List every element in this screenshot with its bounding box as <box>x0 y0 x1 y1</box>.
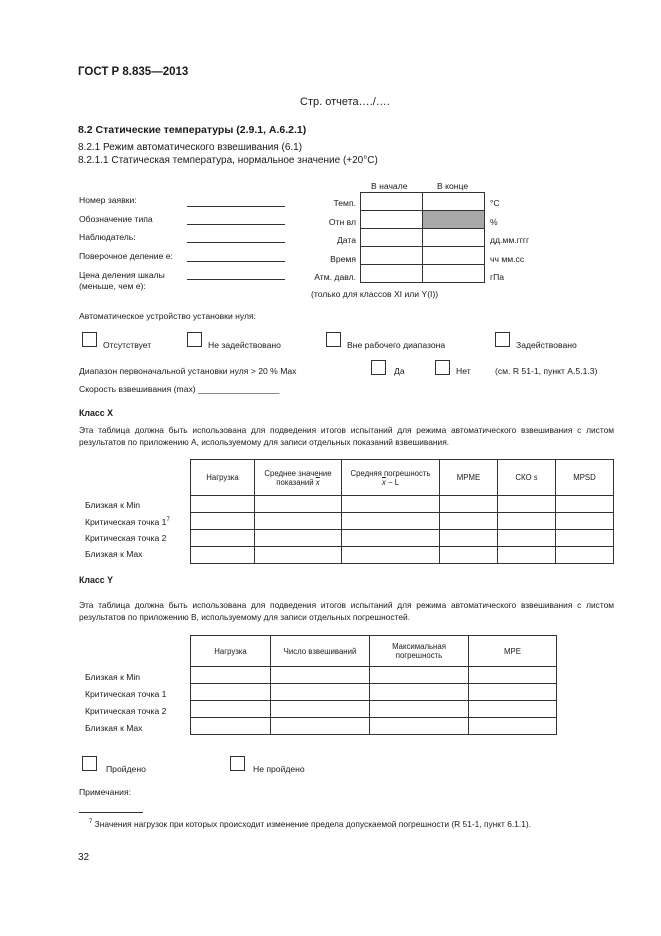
y-hdr-mpe: MPE <box>469 636 557 667</box>
measurements-table <box>360 192 485 283</box>
cell-date-end[interactable] <box>423 229 485 247</box>
meas-col-end: В конце <box>437 181 469 191</box>
table-cell[interactable] <box>440 547 498 564</box>
table-cell[interactable] <box>498 530 556 547</box>
class-note: (только для классов XI или Y(I)) <box>311 289 439 299</box>
class-x-title: Класс X <box>79 408 113 418</box>
subsection-title: 8.2.1 Режим автоматического взвешивания (6.1) <box>78 142 303 153</box>
table-cell[interactable] <box>556 513 614 530</box>
x-hdr-load: Нагрузка <box>191 460 255 496</box>
cell-time-end[interactable] <box>423 247 485 265</box>
failed-label: Не пройдено <box>253 764 305 774</box>
table-cell[interactable] <box>440 496 498 513</box>
checkbox-out-of-range[interactable] <box>326 332 341 347</box>
table-cell[interactable] <box>469 701 557 718</box>
meas-label-humidity: Отн вл <box>328 217 356 227</box>
footnote-mark: 7 <box>166 517 170 524</box>
table-cell[interactable] <box>370 701 469 718</box>
x-row-min: Близкая к Min <box>85 500 141 510</box>
table-cell[interactable] <box>191 701 271 718</box>
table-cell[interactable] <box>498 513 556 530</box>
meas-col-start: В начале <box>371 181 408 191</box>
cell-date-start[interactable] <box>361 229 423 247</box>
y-row-min: Близкая к Min <box>85 672 141 682</box>
footnote-divider <box>79 812 143 813</box>
field-line-verif-division[interactable] <box>187 261 285 262</box>
x-hdr-sko: СКО s <box>498 460 556 496</box>
table-cell[interactable] <box>255 496 342 513</box>
x-hdr-mean-error: Средняя погрешность $\overline{x} - L$ <box>342 460 440 496</box>
field-label-request: Номер заявки: <box>79 195 137 205</box>
table-cell[interactable] <box>255 530 342 547</box>
table-cell[interactable] <box>440 513 498 530</box>
table-cell[interactable] <box>498 496 556 513</box>
table-cell[interactable] <box>469 667 557 684</box>
y-hdr-load: Нагрузка <box>191 636 271 667</box>
x-hdr-mpsd: MPSD <box>556 460 614 496</box>
cell-temp-start[interactable] <box>361 193 423 211</box>
unit-time: чч мм.сс <box>490 254 525 264</box>
table-cell[interactable] <box>370 667 469 684</box>
table-cell[interactable] <box>556 530 614 547</box>
zero-range-ref: (см. R 51-1, пункт А.5.1.3) <box>495 366 598 376</box>
x-row-max: Близкая к Max <box>85 549 143 559</box>
table-cell[interactable] <box>342 513 440 530</box>
standard-header: ГОСТ Р 8.835—2013 <box>78 66 189 78</box>
subsubsection-title: 8.2.1.1 Статическая температура, нормальное значение (+20°С) <box>78 155 378 166</box>
unit-date: дд.мм.гггг <box>490 235 530 245</box>
meas-label-date: Дата <box>336 235 356 245</box>
y-hdr-max-error: Максимальная погрешность <box>370 636 469 667</box>
field-label-verif-division: Поверочное деление е: <box>79 251 173 261</box>
table-cell[interactable] <box>342 547 440 564</box>
table-cell[interactable] <box>498 547 556 564</box>
option-out-of-range-label: Вне рабочего диапазона <box>347 340 446 350</box>
checkbox-passed[interactable] <box>82 756 97 771</box>
table-cell[interactable] <box>556 496 614 513</box>
table-cell[interactable] <box>191 513 255 530</box>
yes-label: Да <box>394 366 405 376</box>
report-page-ref: Стр. отчета…./…. <box>300 96 390 108</box>
option-used-label: Задействовано <box>516 340 577 350</box>
no-label: Нет <box>456 366 471 376</box>
table-cell[interactable] <box>342 496 440 513</box>
cell-pressure-end[interactable] <box>423 265 485 283</box>
unit-temp: °С <box>490 198 500 208</box>
field-label-scale-division-2: (меньше, чем е): <box>79 281 146 291</box>
class-y-description: Эта таблица должна быть использована для подведения итогов испытаний для режима автоматического взвешивания с листом результатов по приложению В, используемому для записи отдельных погрешностей. <box>79 600 614 622</box>
table-cell[interactable] <box>191 684 271 701</box>
table-cell[interactable] <box>342 530 440 547</box>
cell-humidity-end <box>423 211 485 229</box>
field-label-observer: Наблюдатель: <box>79 232 136 242</box>
table-cell[interactable] <box>370 718 469 735</box>
table-cell[interactable] <box>191 530 255 547</box>
table-cell[interactable] <box>191 667 271 684</box>
y-hdr-count: Число взвешиваний <box>271 636 370 667</box>
table-cell[interactable] <box>271 684 370 701</box>
table-cell[interactable] <box>556 547 614 564</box>
table-cell[interactable] <box>271 667 370 684</box>
class-y-title: Класс Y <box>79 575 113 585</box>
table-cell[interactable] <box>440 530 498 547</box>
class-y-table <box>190 635 557 735</box>
field-label-scale-division: Цена деления шкалы <box>79 270 165 280</box>
x-hdr-mean: Среднее значение показаний $\overline{x}$ <box>255 460 342 496</box>
table-cell[interactable] <box>271 718 370 735</box>
x-row-crit2: Критическая точка 2 <box>85 533 167 543</box>
footnote: $^7$ Значения нагрузок при которых происходит изменение предела допускаемой погрешности (R 51-1, пункт 6.1.1). <box>89 818 531 829</box>
field-line-request[interactable] <box>187 206 285 207</box>
checkbox-absent[interactable] <box>82 332 97 347</box>
option-absent-label: Отсутствует <box>103 340 152 350</box>
x-hdr-mpme: MPME <box>440 460 498 496</box>
cell-time-start[interactable] <box>361 247 423 265</box>
y-row-crit2: Критическая точка 2 <box>85 706 167 716</box>
checkbox-no[interactable] <box>435 360 450 375</box>
table-cell[interactable] <box>191 718 271 735</box>
zero-setting-title: Автоматическое устройство установки нуля: <box>79 311 257 321</box>
cell-temp-end[interactable] <box>423 193 485 211</box>
unit-pressure: гПа <box>490 272 505 282</box>
option-not-used-label: Не задействовано <box>208 340 281 350</box>
table-cell[interactable] <box>271 701 370 718</box>
table-cell[interactable] <box>469 718 557 735</box>
checkbox-yes[interactable] <box>371 360 386 375</box>
table-cell[interactable] <box>191 547 255 564</box>
cell-pressure-start[interactable] <box>361 265 423 283</box>
page-number: 32 <box>78 852 90 863</box>
field-label-type: Обозначение типа <box>79 214 153 224</box>
table-cell[interactable] <box>370 684 469 701</box>
table-cell[interactable] <box>469 684 557 701</box>
zero-range-text: Диапазон первоначальной установки нуля > 20 % Max <box>79 366 297 376</box>
table-cell[interactable] <box>255 547 342 564</box>
meas-label-temp: Темп. <box>333 198 356 208</box>
checkbox-used[interactable] <box>495 332 510 347</box>
meas-label-pressure: Атм. давл. <box>314 272 356 282</box>
class-x-description: Эта таблица должна быть использована для подведения итогов испытаний для режима автоматического взвешивания с листом результатов по приложению А, используемому для записи отдельных показаний взвешивания. <box>79 425 614 447</box>
field-line-scale-division[interactable] <box>187 279 285 280</box>
speed-field[interactable]: Скорость взвешивания (max) _________________ <box>79 384 280 394</box>
section-title: 8.2 Статические температуры (2.9.1, А.6.2.1) <box>78 124 307 136</box>
checkbox-not-used[interactable] <box>187 332 202 347</box>
y-row-crit1: Критическая точка 1 <box>85 689 167 699</box>
table-cell[interactable] <box>191 496 255 513</box>
table-cell[interactable] <box>255 513 342 530</box>
cell-humidity-start[interactable] <box>361 211 423 229</box>
passed-label: Пройдено <box>106 764 146 774</box>
field-line-observer[interactable] <box>187 242 285 243</box>
y-row-max: Близкая к Max <box>85 723 143 733</box>
x-row-crit1: Критическая точка $1^7$ <box>85 517 170 527</box>
meas-label-time: Время <box>330 254 356 264</box>
checkbox-failed[interactable] <box>230 756 245 771</box>
notes-label: Примечания: <box>79 787 132 797</box>
field-line-type[interactable] <box>187 224 285 225</box>
class-x-table <box>190 459 614 564</box>
unit-humidity: % <box>490 217 498 227</box>
